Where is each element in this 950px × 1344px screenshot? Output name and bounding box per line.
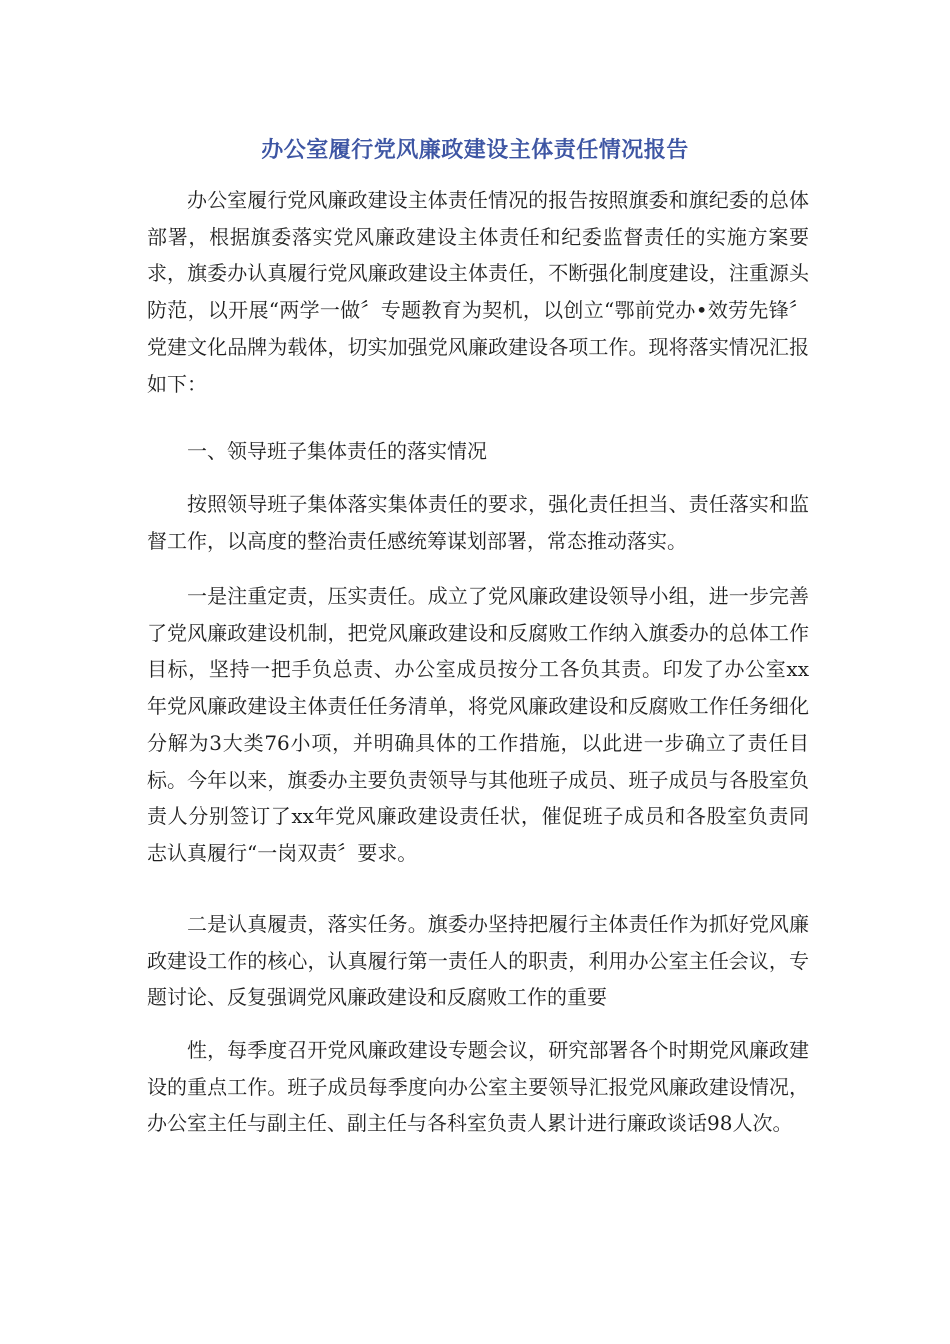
section-heading: 一、领导班子集体责任的落实情况 <box>187 439 487 463</box>
duty-fulfillment-paragraph: 二是认真履责，落实任务。旗委办坚持把履行主体责任作为抓好党风廉政建设工作的核心，认真履行第一责任人的职责，利用办公室主任会议，专题讨论、反复强调党风廉政建设和反腐败工作的重要 <box>147 912 809 1010</box>
duty-assignment-paragraph: 一是注重定责，压实责任。成立了党风廉政建设领导小组，进一步完善了党风廉政建设机制，把党风廉政建设和反腐败工作纳入旗委办的总体工作目标，坚持一把手负总责、办公室成员按分工各负其责。印发了办公室xx年党风廉政建设主体责任任务清单，将党风廉政建设和反腐败工作任务细化分解为3大类76小项，并明确具体的工作措施，以此进一步确立了责任目标。今年以来，旗委办主要负责领导与其他班子成员、班子成员与各股室负责人分别签订了xx年党风廉政建设责任状，催促班子成员和各股室负责同志认真履行“一岗双责〞要求。 <box>147 584 809 865</box>
intro-paragraph: 办公室履行党风廉政建设主体责任情况的报告按照旗委和旗纪委的总体部署，根据旗委落实党风廉政建设主体责任和纪委监督责任的实施方案要求，旗委办认真履行党风廉政建设主体责任，不断强化制度建设，注重源头防范，以开展“两学一做〞专题教育为契机，以创立“鄂前党办•效劳先锋〞党建文化品牌为载体，切实加强党风廉政建设各项工作。现将落实情况汇报如下： <box>147 188 809 396</box>
section-intro-paragraph: 按照领导班子集体落实集体责任的要求，强化责任担当、责任落实和监督工作，以高度的整治责任感统筹谋划部署，常态推动落实。 <box>147 492 809 553</box>
document-title: 办公室履行党风廉政建设主体责任情况报告 <box>261 137 689 163</box>
continuation-paragraph: 性，每季度召开党风廉政建设专题会议，研究部署各个时期党风廉政建设的重点工作。班子成员每季度向办公室主要领导汇报党风廉政建设情况，办公室主任与副主任、副主任与各科室负责人累计进行廉政谈话98人次。 <box>147 1038 809 1136</box>
